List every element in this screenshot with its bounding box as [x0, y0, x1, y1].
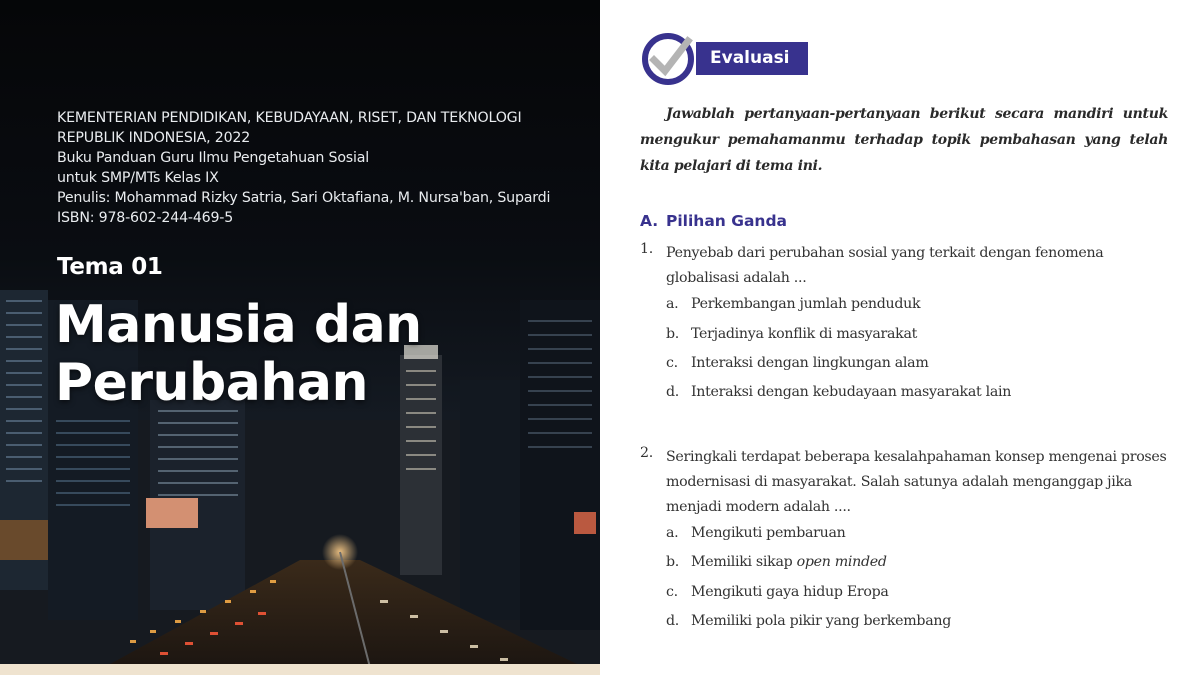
section-heading: [640, 212, 787, 230]
answer-option-a[interactable]: [666, 296, 920, 318]
option-text: Memiliki sikap: [691, 554, 793, 570]
cover-title-line: Perubahan: [55, 353, 368, 413]
option-letter: d.: [666, 613, 679, 629]
cover-title-line: Manusia dan: [55, 295, 422, 355]
answer-option-c[interactable]: [666, 355, 928, 377]
evaluasi-label: Evaluasi: [696, 42, 808, 75]
question-1: [640, 241, 1180, 411]
option-letter: b.: [666, 326, 679, 342]
cover-title: [55, 296, 422, 412]
section-title: Pilihan Ganda: [666, 212, 787, 230]
answer-option-d[interactable]: [666, 384, 1011, 406]
cover-meta-line: Penulis: Mohammad Rizky Satria, Sari Oktafiana, M. Nursa'ban, Supardi: [57, 190, 551, 206]
question-number: 1.: [640, 241, 653, 257]
cover-meta-line: ISBN: 978-602-244-469-5: [57, 210, 234, 226]
cover-publication-info: [57, 108, 577, 228]
checkmark-icon: [640, 31, 696, 87]
option-text: Mengikuti pembaruan: [691, 525, 846, 541]
section-letter: A.: [640, 212, 659, 230]
question-text: Penyebab dari perubahan sosial yang terkait dengan fenomena globalisasi adalah ...: [666, 245, 1104, 286]
option-text: Perkembangan jumlah penduduk: [691, 296, 921, 312]
cover-meta-line: untuk SMP/MTs Kelas IX: [57, 170, 219, 186]
option-text: Memiliki pola pikir yang berkembang: [691, 613, 951, 629]
evaluation-page: [600, 0, 1200, 675]
option-text: Mengikuti gaya hidup Eropa: [691, 584, 889, 600]
answer-option-b[interactable]: [666, 326, 917, 348]
option-letter: a.: [666, 525, 679, 541]
cover-meta-line: REPUBLIK INDONESIA, 2022: [57, 130, 251, 146]
option-letter: d.: [666, 384, 679, 400]
option-letter: c.: [666, 355, 678, 371]
question-2: [640, 445, 1180, 645]
option-text: Interaksi dengan kebudayaan masyarakat lain: [691, 384, 1012, 400]
answer-option-d[interactable]: [666, 613, 951, 635]
option-text: Terjadinya konflik di masyarakat: [691, 326, 918, 342]
answer-option-a[interactable]: [666, 525, 845, 547]
cover-meta-line: Buku Panduan Guru Ilmu Pengetahuan Sosial: [57, 150, 369, 166]
evaluasi-badge: [640, 25, 820, 85]
instructions-paragraph: Jawablah pertanyaan-pertanyaan berikut secara mandiri untuk mengukur pemahamanmu terhadap topik pembahasan yang telah kita pelajari di tema ini.: [640, 106, 1168, 174]
cover-meta-line: KEMENTERIAN PENDIDIKAN, KEBUDAYAAN, RISET, DAN TEKNOLOGI: [57, 110, 522, 126]
option-letter: c.: [666, 584, 678, 600]
option-letter: a.: [666, 296, 679, 312]
option-letter: b.: [666, 554, 679, 570]
answer-option-b[interactable]: [666, 554, 887, 576]
answer-option-c[interactable]: [666, 584, 889, 606]
option-text-italic: open minded: [796, 554, 887, 570]
question-number: 2.: [640, 445, 653, 461]
cover-theme-label: Tema 01: [57, 254, 163, 280]
question-text: Seringkali terdapat beberapa kesalahpahaman konsep mengenai proses modernisasi di masyarakat. Salah satunya adalah menganggap jika menjadi modern adalah ....: [666, 449, 1167, 515]
cover-bottom-strip: [0, 664, 600, 675]
option-text: Interaksi dengan lingkungan alam: [691, 355, 929, 371]
